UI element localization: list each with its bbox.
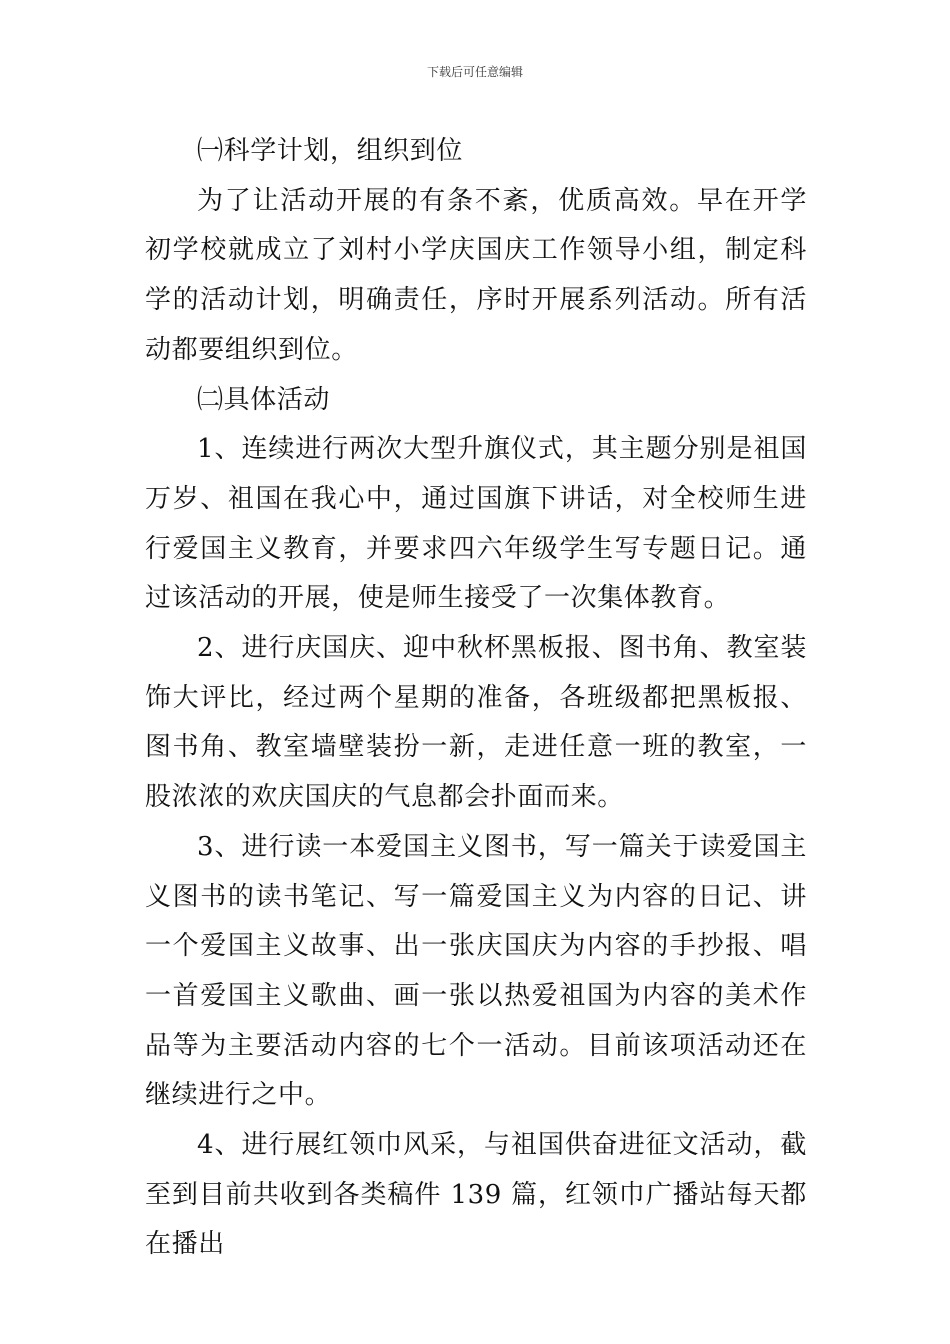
document-body: [145, 127, 807, 1270]
paragraph-item-3: 3、进行读一本爱国主义图书，写一篇关于读爱国主义图书的读书笔记、写一篇爱国主义为内容的日记、讲一个爱国主义故事、出一张庆国庆为内容的手抄报、唱一首爱国主义歌曲、画一张以热爱祖国为内容的美术作品等为主要活动内容的七个一活动。目前该项活动还在继续进行之中。: [145, 831, 807, 1111]
page-header: 下载后可任意编辑: [426, 65, 523, 79]
paragraph-intro: 为了让活动开展的有条不紊，优质高效。早在开学初学校就成立了刘村小学庆国庆工作领导小组，制定科学的活动计划，明确责任，序时开展系列活动。所有活动都要组织到位。: [145, 185, 807, 365]
paragraph-item-1: 1、连续进行两次大型升旗仪式，其主题分别是祖国万岁、祖国在我心中，通过国旗下讲话，对全校师生进行爱国主义教育，并要求四六年级学生写专题日记。通过该活动的开展，使是师生接受了一次集体教育。: [145, 434, 807, 614]
section-heading-2: ㈡具体活动: [197, 384, 331, 415]
paragraph-item-2: 2、进行庆国庆、迎中秋杯黑板报、图书角、教室装饰大评比，经过两个星期的准备，各班级都把黑板报、图书角、教室墙壁装扮一新，走进任意一班的教室，一股浓浓的欢庆国庆的气息都会扑面而来。: [145, 633, 807, 813]
section-heading-1: ㈠科学计划，组织到位: [197, 136, 464, 166]
paragraph-item-4: 4、进行展红领巾风采，与祖国供奋进征文活动，截至到目前共收到各类稿件 139 篇，红领巾广播站每天都在播出: [145, 1130, 807, 1260]
